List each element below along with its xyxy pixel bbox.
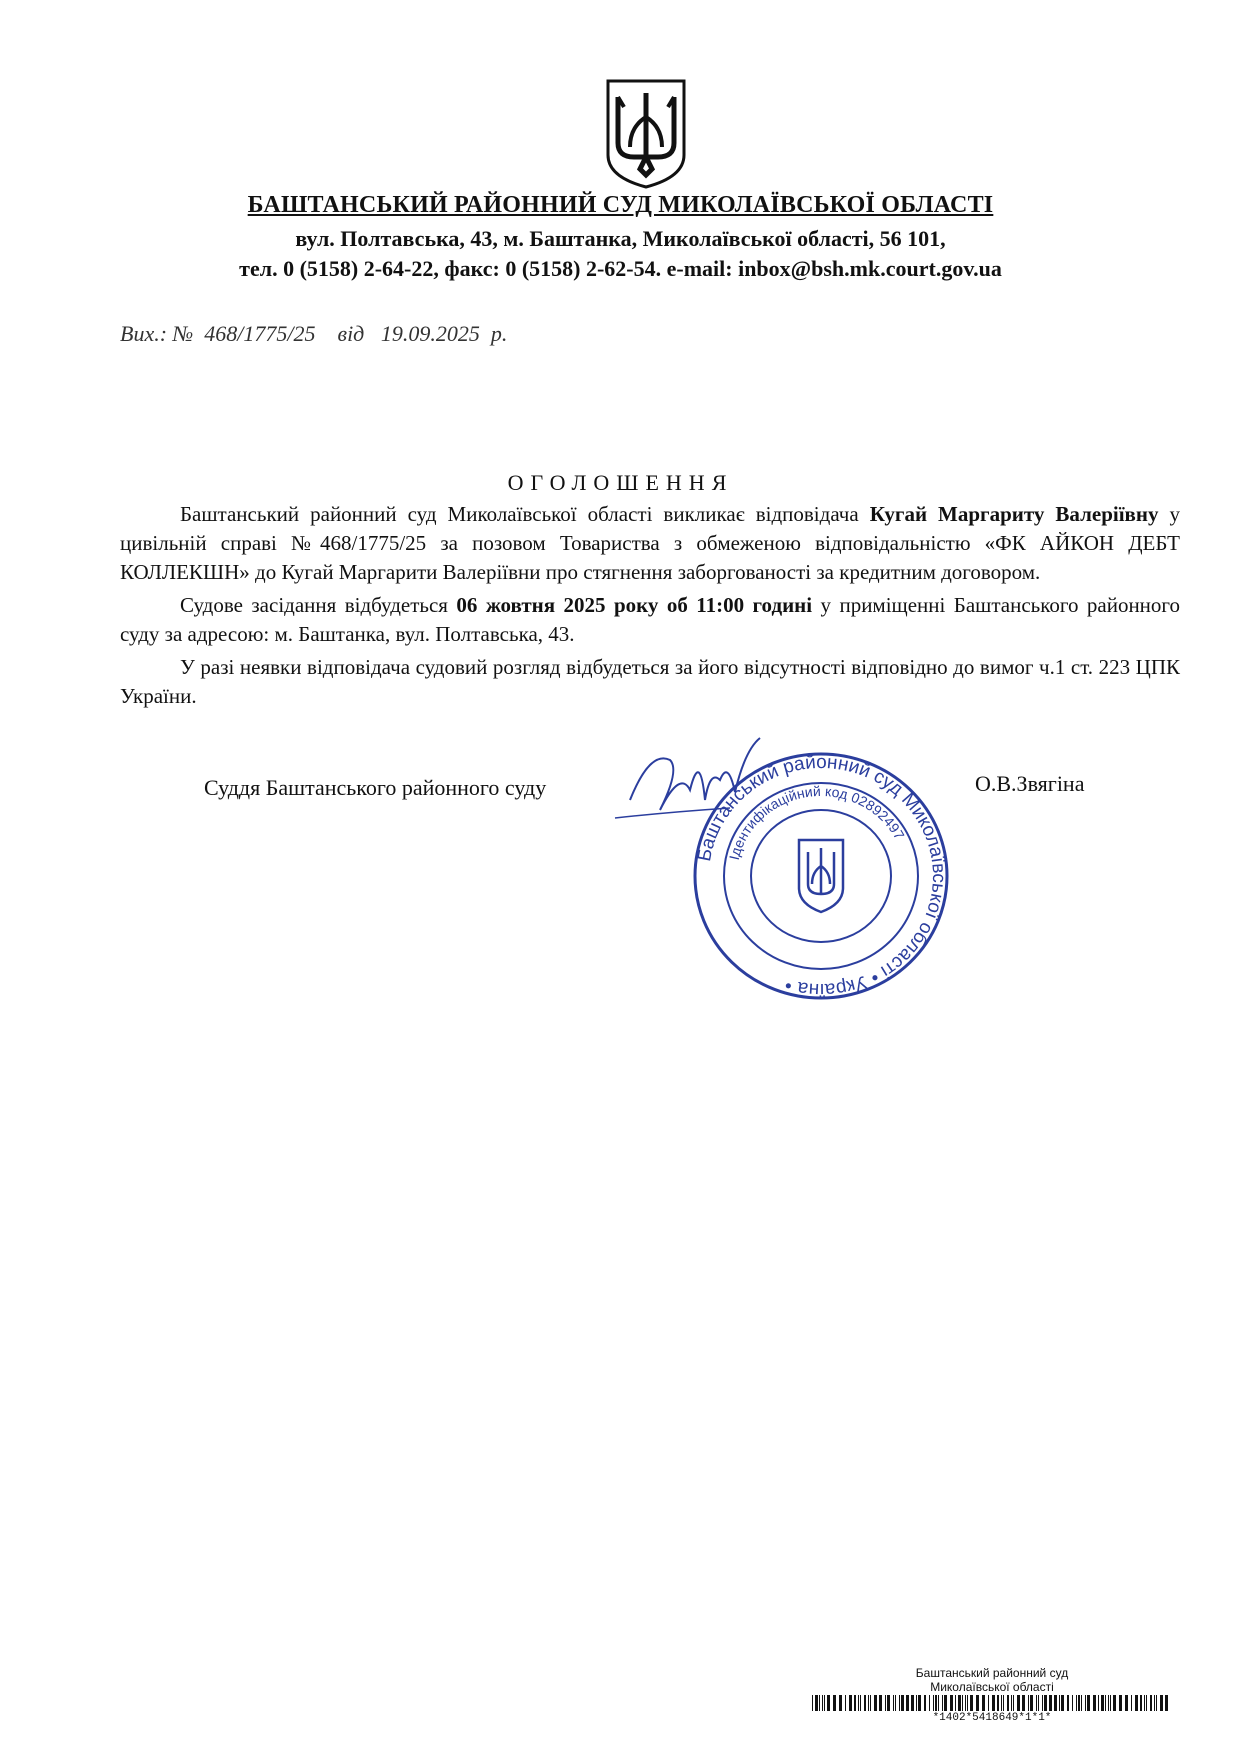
outgoing-label: Вих.: № <box>120 321 194 346</box>
barcode-bar <box>870 1695 871 1711</box>
barcode-bar <box>1076 1695 1077 1711</box>
stamp-emblem-icon <box>799 840 843 912</box>
barcode-bar <box>874 1695 877 1711</box>
registry-barcode <box>812 1695 1172 1711</box>
barcode-bar <box>916 1695 917 1711</box>
barcode-bar <box>1011 1695 1012 1711</box>
barcode-bar <box>944 1695 947 1711</box>
barcode-bar <box>1042 1695 1043 1711</box>
barcode-bar <box>967 1695 968 1711</box>
barcode-bar <box>1081 1695 1082 1711</box>
notice-paragraph-hearing: Судове засідання відбудеться 06 жовтня 2025 року об 11:00 годині у приміщенні Баштанського районного суду за адресою: м. Баштанка, вул. Полтавська, 43. <box>120 593 1181 646</box>
barcode-bar <box>933 1695 934 1711</box>
barcode-bar <box>911 1695 914 1711</box>
court-address: вул. Полтавська, 43, м. Баштанка, Миколаївської області, 56 101, <box>295 226 946 251</box>
registry-footer <box>812 1666 1172 1724</box>
notice-paragraph-absence: У разі неявки відповідача судовий розгляд відбудеться за його відсутності відповідно до вимог ч.1 ст. 223 ЦПК України. <box>120 655 1180 708</box>
barcode-bar <box>1061 1695 1064 1711</box>
barcode-bar <box>1054 1695 1057 1711</box>
barcode-bar <box>942 1695 943 1711</box>
barcode-bar <box>1072 1695 1073 1711</box>
barcode-bar <box>935 1695 937 1711</box>
outgoing-date: 19.09.2025 <box>380 321 480 346</box>
barcode-bar <box>827 1695 830 1711</box>
court-title: БАШТАНСЬКИЙ РАЙОННИЙ СУД МИКОЛАЇВСЬКОЇ ОБЛАСТІ <box>247 192 994 218</box>
barcode-bar <box>1067 1695 1069 1711</box>
barcode-bar <box>860 1695 861 1711</box>
barcode-bar <box>1078 1695 1080 1711</box>
barcode-bar <box>885 1695 886 1711</box>
barcode-bar <box>1044 1695 1047 1711</box>
defendant-name: Кугай Маргариту Валеріївну <box>869 502 1159 526</box>
barcode-bar <box>1154 1695 1155 1711</box>
barcode-bar <box>1101 1695 1104 1711</box>
barcode-bar <box>1017 1695 1020 1711</box>
barcode-bar <box>1049 1695 1052 1711</box>
barcode-bar <box>950 1695 953 1711</box>
barcode-bar <box>938 1695 939 1711</box>
barcode-bar <box>864 1695 866 1711</box>
barcode-bar <box>1007 1695 1009 1711</box>
barcode-bar <box>1098 1695 1099 1711</box>
barcode-bar <box>1150 1695 1152 1711</box>
barcode-bar <box>893 1695 894 1711</box>
barcode-bar <box>955 1695 956 1711</box>
footer-court-name: Баштанський районний суд <box>915 1666 1069 1680</box>
court-seal-stamp <box>688 748 954 1004</box>
judge-position: Суддя Баштанського районного суду <box>204 775 547 800</box>
barcode-bar <box>1131 1695 1132 1711</box>
barcode-bar <box>899 1695 900 1711</box>
trident-coat-of-arms-icon <box>604 77 688 189</box>
barcode-bar <box>982 1695 985 1711</box>
barcode-bar <box>1085 1695 1086 1711</box>
barcode-bar <box>1093 1695 1096 1711</box>
barcode-bar <box>1059 1695 1060 1711</box>
barcode-bar <box>1165 1695 1168 1711</box>
outgoing-number: 468/1775/25 <box>204 321 316 346</box>
barcode-bar <box>1087 1695 1090 1711</box>
barcode-bar <box>868 1695 869 1711</box>
barcode-bar <box>815 1695 818 1711</box>
barcode-bar <box>1108 1695 1109 1711</box>
barcode-bar <box>895 1695 896 1711</box>
barcode-bar <box>1144 1695 1145 1711</box>
footer-region: Миколаївської області <box>930 1680 1054 1694</box>
barcode-bar <box>819 1695 820 1711</box>
barcode-bar <box>988 1695 989 1711</box>
barcode-bar <box>879 1695 882 1711</box>
judge-name: О.В.Звягіна <box>975 771 1085 796</box>
barcode-bar <box>1140 1695 1142 1711</box>
barcode-bar <box>1013 1695 1014 1711</box>
barcode-bar <box>997 1695 999 1711</box>
barcode-bar <box>1036 1695 1037 1711</box>
barcode-bar <box>906 1695 909 1711</box>
outgoing-reference <box>120 321 507 347</box>
barcode-bar <box>1022 1695 1025 1711</box>
barcode-bar <box>812 1695 813 1711</box>
barcode-bar <box>924 1695 926 1711</box>
barcode-bar <box>901 1695 904 1711</box>
barcode-bar <box>858 1695 859 1711</box>
barcode-bar <box>845 1695 846 1711</box>
barcode-bar <box>839 1695 842 1711</box>
barcode-bar <box>1146 1695 1147 1711</box>
barcode-bar <box>1105 1695 1106 1711</box>
barcode-bar <box>1030 1695 1033 1711</box>
barcode-bar <box>918 1695 921 1711</box>
barcode-bar <box>1135 1695 1138 1711</box>
barcode-bar <box>1110 1695 1111 1711</box>
notice-body <box>120 500 1180 715</box>
barcode-bar <box>1038 1695 1039 1711</box>
barcode-bar <box>1160 1695 1163 1711</box>
barcode-bar <box>965 1695 966 1711</box>
court-contacts: тел. 0 (5158) 2-64-22, факс: 0 (5158) 2-62-54. e-mail: inbox@bsh.mk.court.gov.ua <box>239 256 1002 281</box>
outgoing-suffix: р. <box>490 321 508 346</box>
hearing-datetime: 06 жовтня 2025 року об 11:00 годині <box>456 593 813 617</box>
barcode-bar <box>1001 1695 1002 1711</box>
outgoing-from-label: від <box>337 321 365 346</box>
barcode-bar <box>962 1695 963 1711</box>
notice-heading: ОГОЛОШЕННЯ <box>507 470 734 495</box>
barcode-bar <box>854 1695 856 1711</box>
barcode-bar <box>824 1695 825 1711</box>
barcode-bar <box>970 1695 973 1711</box>
barcode-bar <box>833 1695 836 1711</box>
stamp-outer-text: Баштанський районний суд Миколаївської області • Україна • <box>694 751 950 1001</box>
barcode-bar <box>1028 1695 1029 1711</box>
stamp-inner-text: Ідентифікаційний код 02892497 <box>725 782 908 862</box>
barcode-bar <box>976 1695 979 1711</box>
barcode-bar <box>1119 1695 1122 1711</box>
barcode-bar <box>1113 1695 1116 1711</box>
barcode-bar <box>992 1695 995 1711</box>
barcode-bar <box>958 1695 961 1711</box>
barcode-bar <box>887 1695 890 1711</box>
notice-paragraph-summons: Баштанський районний суд Миколаївської області викликає відповідача Кугай Маргариту Валеріївну у цивільній справі №468/1775/25 за позовом Товариства з обмеженою відповідальністю «ФК АЙКОН ДЕБТ КОЛЛЕКШН» до Кугай Маргарити Валеріївни про стягнення заборгованості за кредитним договором. <box>120 502 1181 584</box>
barcode-bar <box>1125 1695 1128 1711</box>
barcode-number: *1402*5418649*1*1* <box>932 1712 1052 1724</box>
barcode-bar <box>849 1695 852 1711</box>
barcode-bar <box>1156 1695 1157 1711</box>
barcode-bar <box>1003 1695 1004 1711</box>
barcode-bar <box>929 1695 930 1711</box>
barcode-bar <box>822 1695 823 1711</box>
